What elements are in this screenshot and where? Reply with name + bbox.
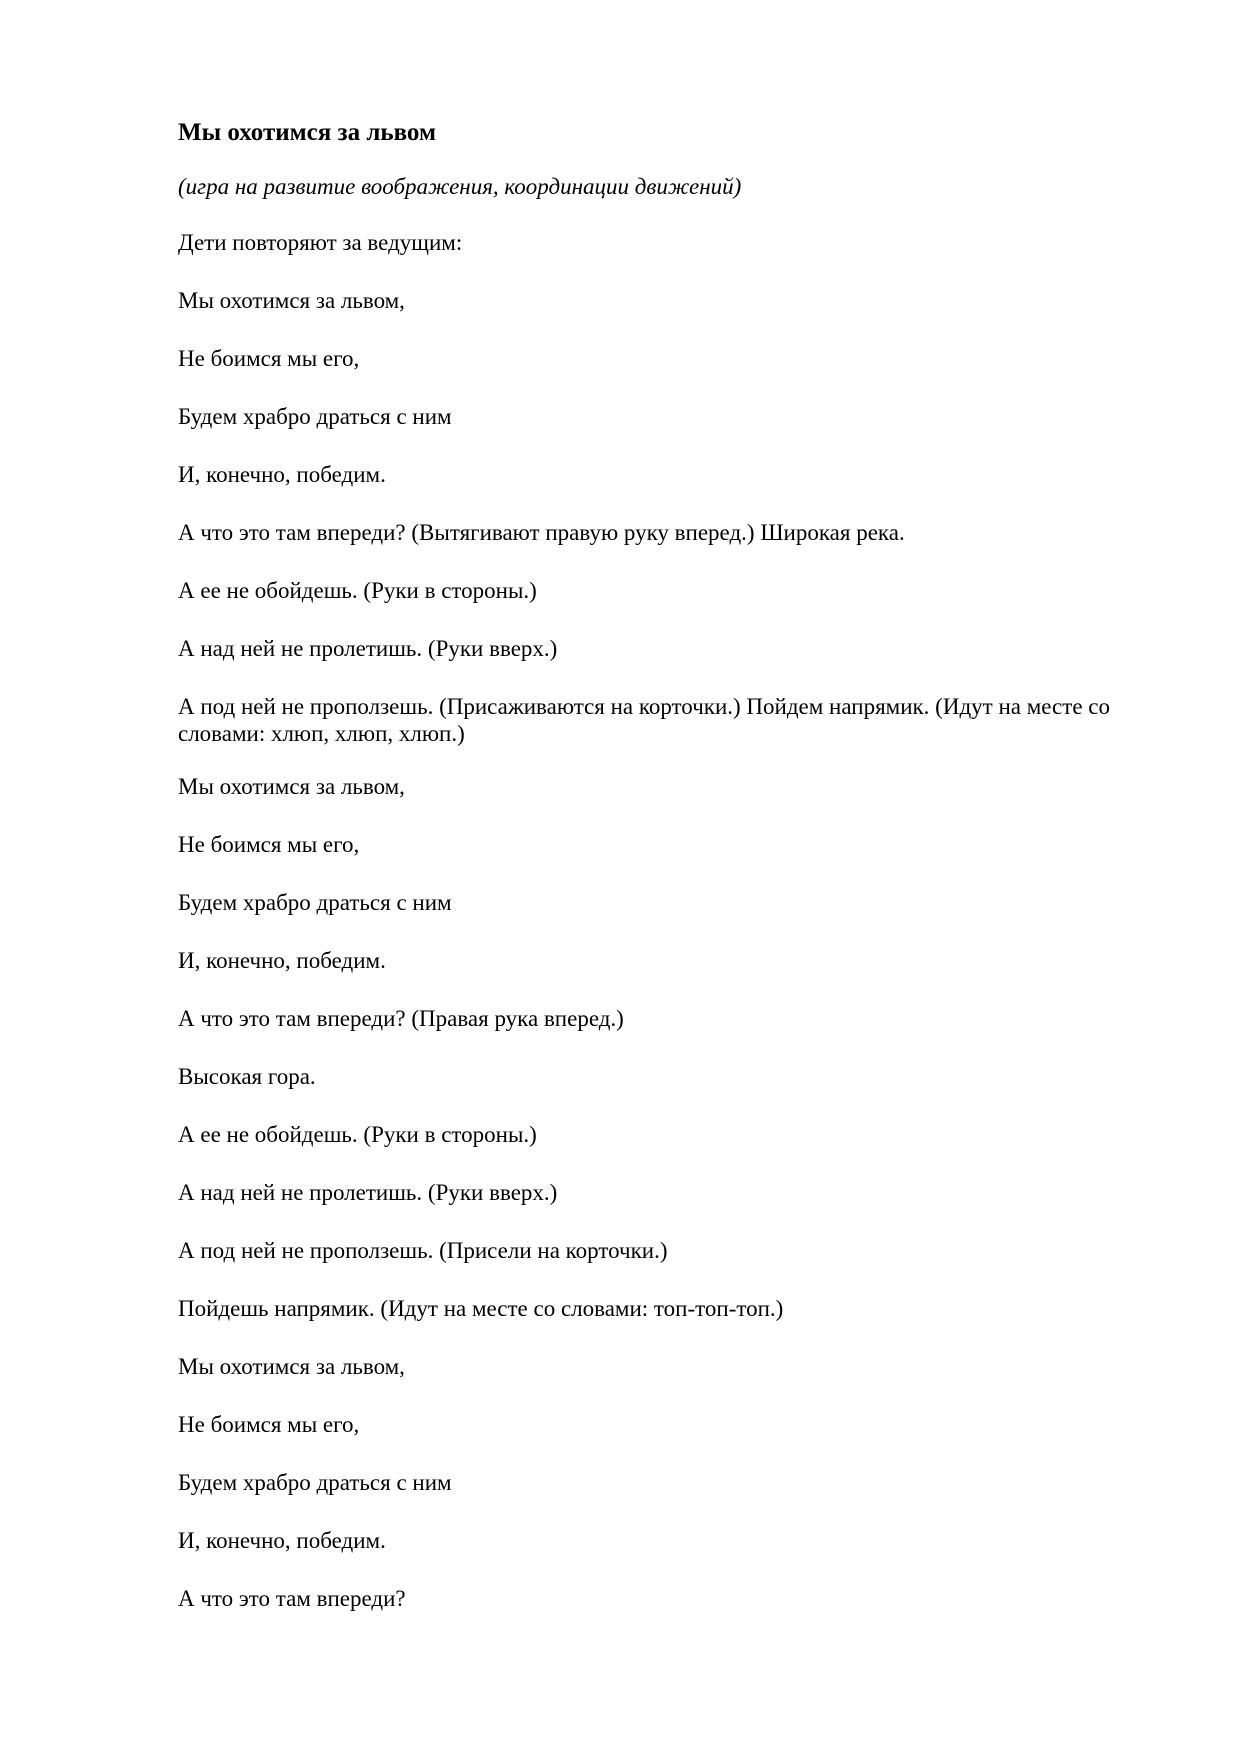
- paragraph: А под ней не проползешь. (Присели на корточки.): [178, 1238, 668, 1263]
- paragraph: И, конечно, победим.: [178, 1528, 386, 1553]
- paragraph: А что это там впереди?: [178, 1586, 406, 1611]
- paragraph: А над ней не пролетишь. (Руки вверх.): [178, 1180, 558, 1205]
- paragraph: Мы охотимся за львом,: [178, 288, 405, 313]
- paragraph: Мы охотимся за львом,: [178, 1354, 405, 1379]
- paragraph: Пойдешь напрямик. (Идут на месте со словами: топ-топ-топ.): [178, 1296, 784, 1321]
- paragraph: А ее не обойдешь. (Руки в стороны.): [178, 1122, 537, 1147]
- paragraph: Высокая гора.: [178, 1064, 316, 1089]
- paragraph: А над ней не пролетишь. (Руки вверх.): [178, 636, 558, 661]
- paragraph: Мы охотимся за львом,: [178, 774, 405, 799]
- paragraph: А ее не обойдешь. (Руки в стороны.): [178, 578, 537, 603]
- paragraph: Не боимся мы его,: [178, 346, 360, 371]
- paragraph: Будем храбро драться с ним: [178, 404, 452, 429]
- paragraph: Не боимся мы его,: [178, 832, 360, 857]
- paragraph: И, конечно, победим.: [178, 948, 386, 973]
- paragraph: А что это там впереди? (Правая рука вперед.): [178, 1006, 624, 1031]
- paragraph: Дети повторяют за ведущим:: [178, 230, 463, 255]
- paragraph: А под ней не проползешь. (Присаживаются на корточки.) Пойдем напрямик. (Идут на месте со словами: хлюп, хлюп, хлюп.): [178, 694, 1110, 746]
- document-title: Мы охотимся за львом: [178, 119, 436, 146]
- paragraph: Будем храбро драться с ним: [178, 1470, 452, 1495]
- paragraph: А что это там впереди? (Вытягивают правую руку вперед.) Широкая река.: [178, 520, 905, 545]
- paragraph: Будем храбро драться с ним: [178, 890, 452, 915]
- paragraph: Не боимся мы его,: [178, 1412, 360, 1437]
- document-subtitle: (игра на развитие воображения, координации движений): [178, 174, 742, 199]
- paragraph: И, конечно, победим.: [178, 462, 386, 487]
- document-body: [178, 118, 1118, 1643]
